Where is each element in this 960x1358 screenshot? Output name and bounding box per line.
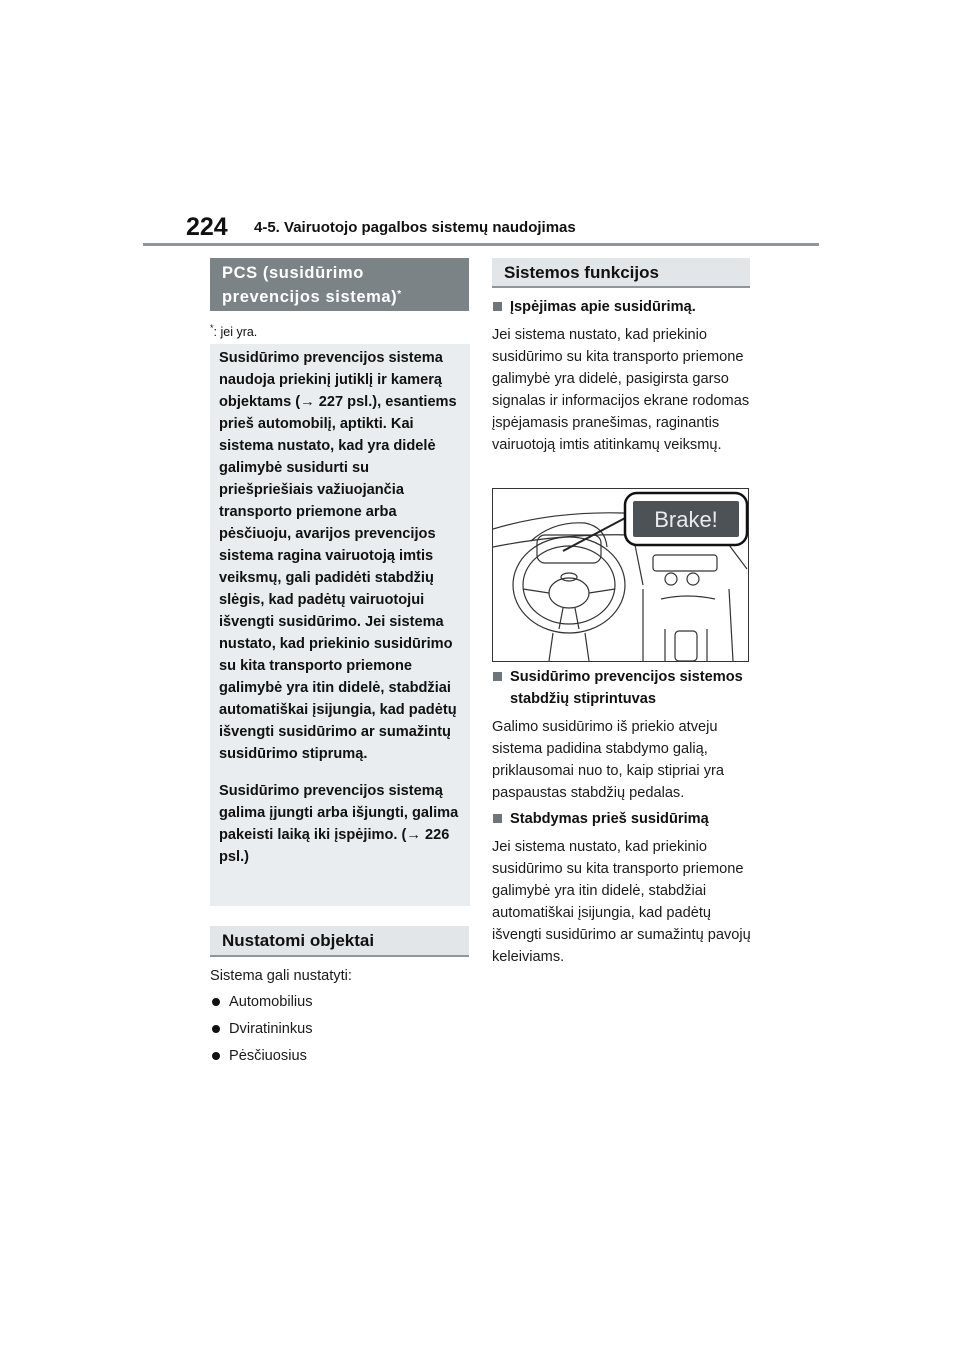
bullet-icon	[212, 998, 220, 1006]
chapter-title: 4-5. Vairuotojo pagalbos sistemų naudojimas	[254, 219, 576, 236]
pcs-heading-footnote-mark: *	[397, 289, 402, 300]
collision-warning-section	[492, 296, 754, 456]
bullet-icon	[212, 1025, 220, 1033]
pcs-section-heading	[210, 258, 469, 311]
pre-collision-braking-title-text: Stabdymas prieš susidūrimą	[510, 811, 709, 827]
square-bullet-icon	[493, 814, 502, 823]
brake-assist-section	[492, 666, 754, 804]
brake-assist-text: Galimo susidūrimo iš priekio atveju sistema padidina stabdymo galią, priklausomai nuo to, kaip stipriai yra paspaustas stabdžių pedalas.	[492, 719, 724, 801]
pre-collision-braking-title	[492, 808, 754, 830]
targets-section-heading: Nustatomi objektai	[210, 926, 469, 957]
brake-assist-title-text: Susidūrimo prevencijos sistemos stabdžių stiprintuvas	[510, 669, 743, 707]
brake-message: Brake!	[654, 507, 718, 532]
list-item-label: Dviratininkus	[229, 1021, 313, 1037]
page-number: 224	[186, 213, 228, 241]
collision-warning-title-text: Įspėjimas apie susidūrimą.	[510, 299, 696, 315]
list-item	[210, 1018, 313, 1045]
functions-section-heading: Sistemos funkcijos	[492, 258, 750, 288]
list-item	[210, 991, 313, 1018]
targets-list	[210, 991, 313, 1072]
collision-warning-text: Jei sistema nustato, kad priekinio susidūrimo su kita transporto priemone galimybė yra didelė, pasigirsta garso signalas ir informacijos ekrane rodomas įspėjamasis pranešimas, raginantis vairuotoją imtis atitinkamų veiksmų.	[492, 327, 750, 453]
dashboard-drawing	[493, 489, 748, 661]
footnote	[210, 323, 257, 339]
header-rule	[143, 243, 819, 246]
pcs-description: Susidūrimo prevencijos sistema naudoja priekinį jutiklį ir kamerą objektams (→ 227 psl.), esantiems prieš automobilį, aptikti. Kai sistema nustato, kad yra didelė galimybė susidurti su priešpriešiais važiuojančia transporto priemone arba pėsčiuoju, avarijos prevencijos sistema ragina vairuotoją imtis veiksmų, gali padidėti stabdžių slėgis, kad padėtų vairuotojui išvengti susidūrimo. Jei sistema nustato, kad priekinio susidūrimo su kita transporto priemone galimybė yra itin didelė, stabdžiai automatiškai įsijungia, kad padėtų išvengti susidūrimo ar sumažintų susidūrimo stiprumą.	[219, 350, 457, 762]
list-item-label: Automobilius	[229, 994, 313, 1010]
dashboard-illustration	[492, 488, 749, 662]
footnote-text: : jei yra.	[213, 325, 258, 340]
pre-collision-braking-text: Jei sistema nustato, kad priekinio susidūrimo su kita transporto priemone galimybė yra itin didelė, stabdžiai automatiškai įsijungia, kad padėtų išvengti susidūrimo ar sumažintų pavojų keleiviams.	[492, 839, 751, 965]
targets-intro: Sistema gali nustatyti:	[210, 968, 352, 984]
square-bullet-icon	[493, 672, 502, 681]
footnote-mark: *	[210, 323, 214, 333]
collision-warning-title	[492, 296, 754, 318]
list-item-label: Pėsčiuosius	[229, 1048, 307, 1064]
pcs-settings-note: Susidūrimo prevencijos sistemą galima įjungti arba išjungti, galima pakeisti laiką iki įspėjimo. (→ 226 psl.)	[219, 783, 459, 865]
square-bullet-icon	[493, 302, 502, 311]
pre-collision-braking-section	[492, 808, 754, 968]
brake-assist-title	[492, 666, 754, 710]
list-item	[210, 1045, 313, 1072]
pcs-info-box	[210, 344, 470, 906]
bullet-icon	[212, 1052, 220, 1060]
pcs-heading-text: PCS (susidūrimo prevencijos sistema)	[222, 264, 398, 306]
